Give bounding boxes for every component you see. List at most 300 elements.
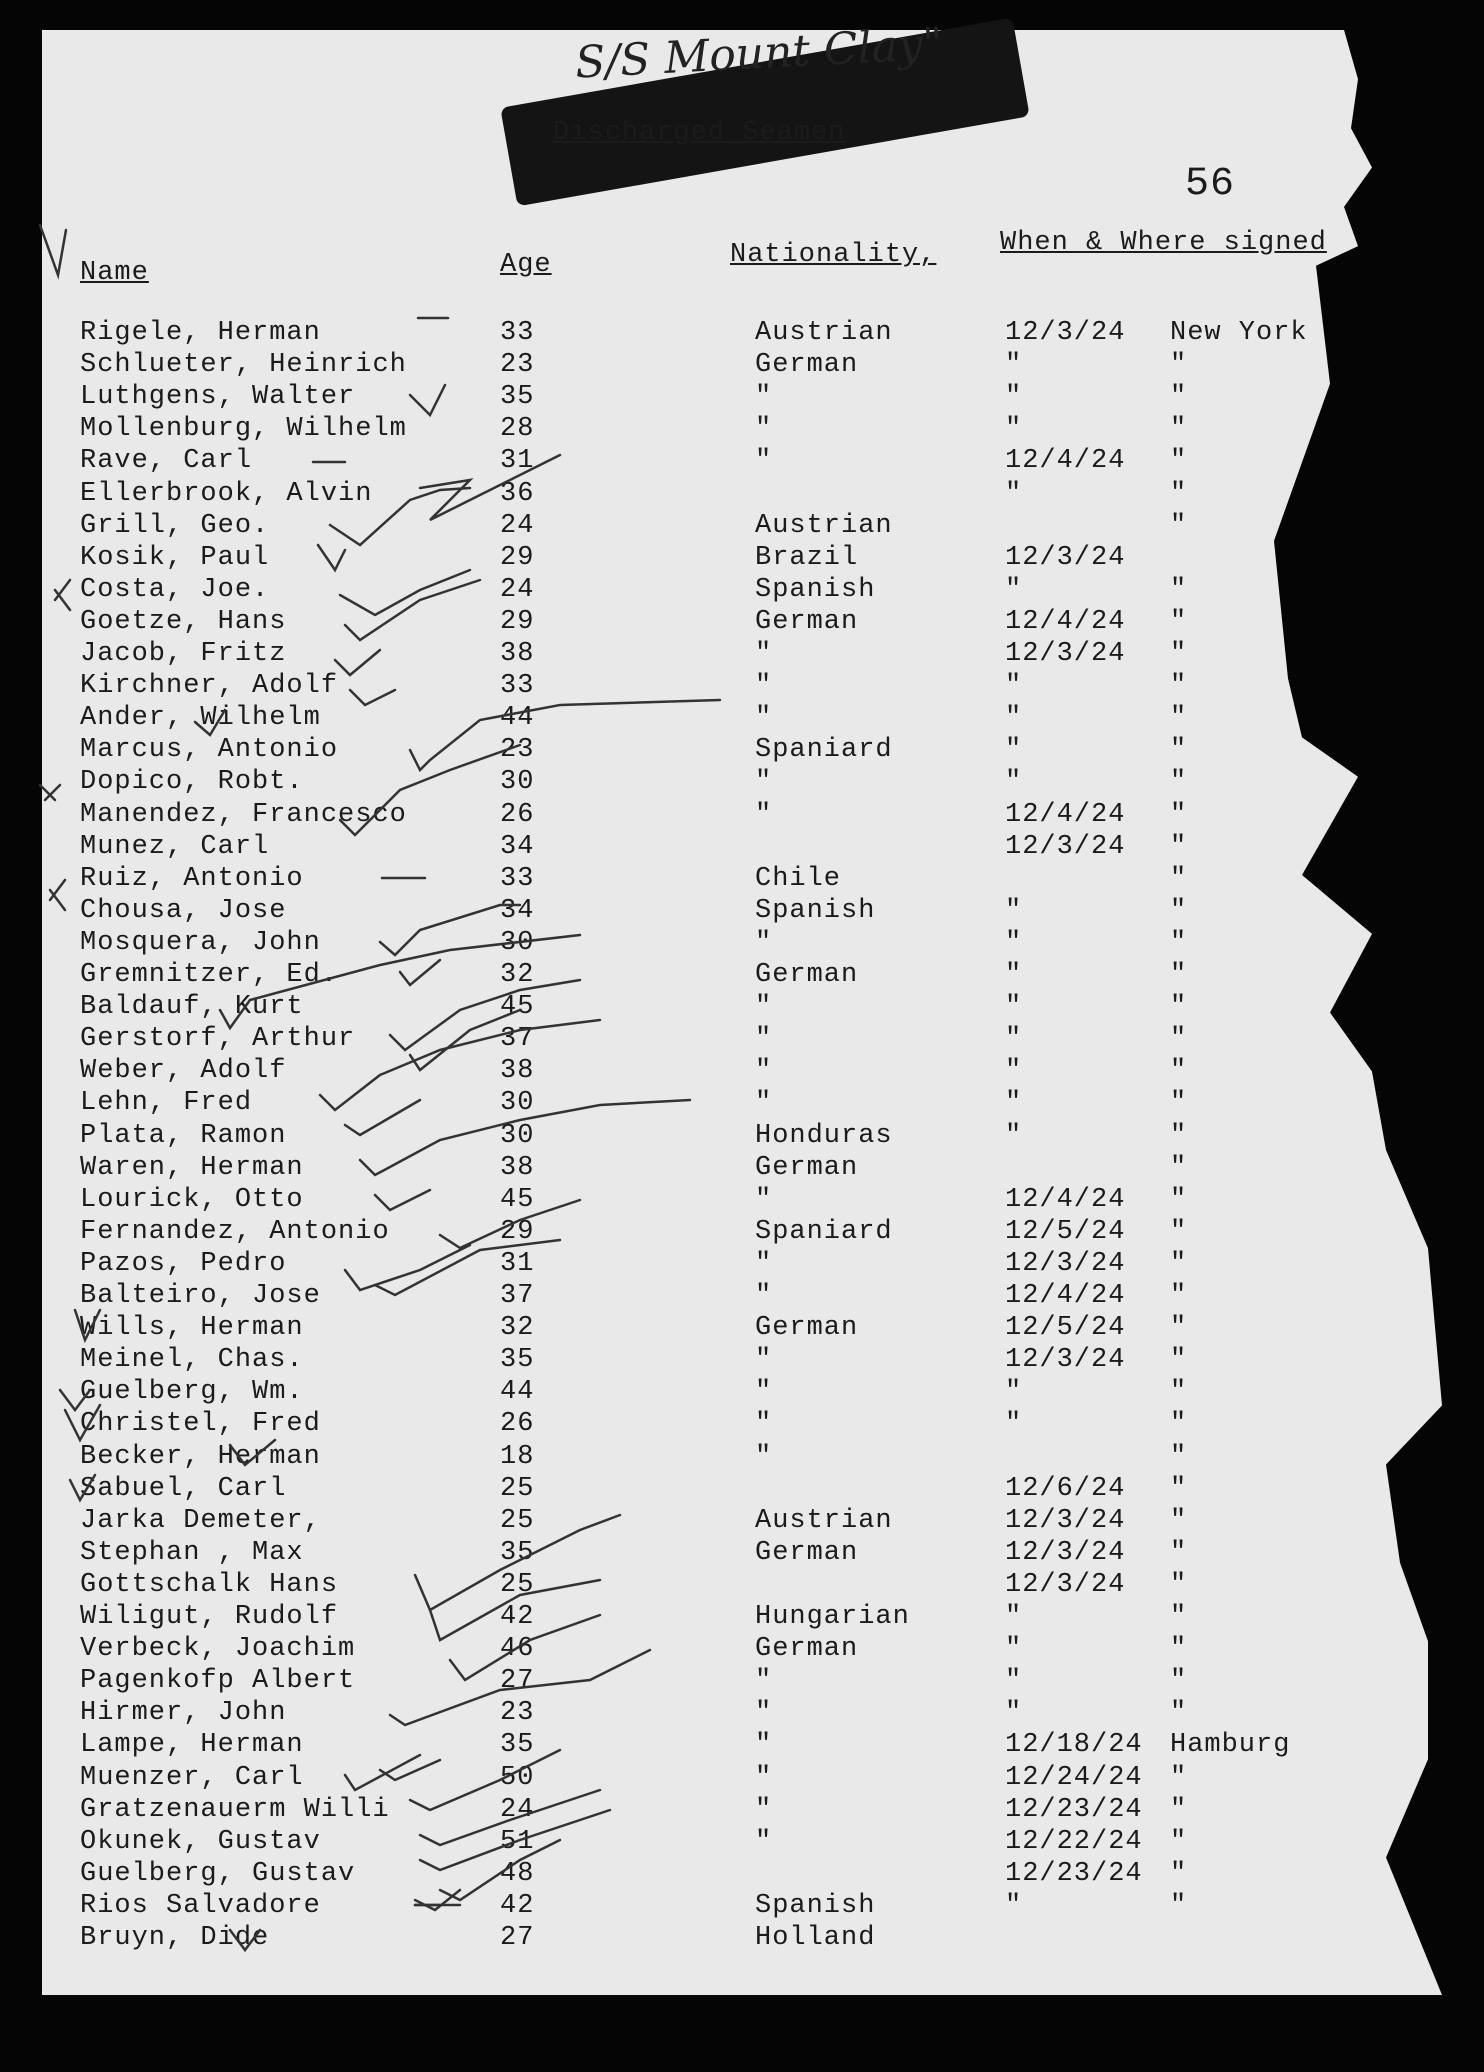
crew-signed-place: " — [1170, 1537, 1188, 1568]
crew-signed-date: " — [1005, 767, 1023, 798]
crew-nationality: " — [755, 799, 773, 830]
crew-age: 35 — [500, 1537, 535, 1568]
crew-signed-date: 12/3/24 — [1005, 318, 1126, 348]
crew-row — [0, 767, 1484, 799]
crew-nationality: " — [755, 767, 773, 798]
crew-name: Pazos, Pedro — [80, 1248, 287, 1279]
crew-signed-date: " — [1005, 1634, 1023, 1665]
crew-nationality: " — [755, 1441, 773, 1472]
crew-signed-place: " — [1170, 799, 1188, 830]
crew-name: Pagenkofp Albert — [80, 1666, 356, 1697]
crew-name: Mosquera, John — [80, 927, 321, 958]
crew-row — [0, 1442, 1484, 1474]
crew-signed-place: " — [1170, 1826, 1188, 1857]
crew-signed-place: " — [1170, 1890, 1188, 1921]
crew-signed-date: 12/3/24 — [1005, 639, 1126, 669]
crew-nationality: " — [755, 1345, 773, 1376]
crew-nationality: German — [755, 350, 859, 381]
crew-nationality: German — [755, 1313, 859, 1344]
crew-signed-place: " — [1170, 863, 1188, 894]
crew-nationality: " — [755, 1730, 773, 1761]
crew-name: Kosik, Paul — [80, 542, 270, 573]
crew-nationality: " — [755, 1377, 773, 1408]
crew-nationality: German — [755, 606, 859, 637]
crew-nationality: Hungarian — [755, 1602, 910, 1632]
crew-signed-date: 12/3/24 — [1005, 831, 1126, 862]
crew-row — [0, 671, 1484, 703]
crew-age: 34 — [500, 831, 535, 862]
crew-age: 48 — [500, 1858, 535, 1889]
crew-age: 26 — [500, 1409, 535, 1440]
crew-signed-date: 12/4/24 — [1005, 799, 1126, 830]
crew-nationality: " — [755, 1826, 773, 1857]
crew-age: 45 — [500, 1184, 535, 1215]
crew-signed-date: 12/4/24 — [1005, 446, 1126, 477]
crew-nationality: Spaniard — [755, 1216, 893, 1247]
crew-signed-date: 12/4/24 — [1005, 1281, 1126, 1311]
crew-signed-date: 12/23/24 — [1005, 1794, 1143, 1825]
crew-signed-date: " — [1005, 350, 1023, 381]
crew-nationality: " — [755, 1056, 773, 1087]
crew-nationality: Spaniard — [755, 735, 893, 766]
crew-signed-place: " — [1170, 927, 1188, 958]
crew-age: 33 — [500, 863, 535, 894]
crew-name: Balteiro, Jose — [80, 1281, 321, 1311]
crew-age: 30 — [500, 927, 535, 958]
crew-signed-date: 12/5/24 — [1005, 1216, 1126, 1247]
crew-age: 33 — [500, 671, 535, 702]
crew-age: 45 — [500, 992, 535, 1023]
crew-nationality: Spanish — [755, 1890, 876, 1921]
crew-signed-date: " — [1005, 1409, 1023, 1440]
crew-age: 26 — [500, 799, 535, 830]
crew-name: Lampe, Herman — [80, 1730, 304, 1761]
crew-signed-date: " — [1005, 960, 1023, 990]
crew-age: 25 — [500, 1505, 535, 1536]
crew-nationality: " — [755, 639, 773, 669]
crew-name: Dopico, Robt. — [80, 767, 304, 798]
crew-age: 42 — [500, 1602, 535, 1632]
crew-age: 25 — [500, 1473, 535, 1504]
crew-signed-date: 12/5/24 — [1005, 1313, 1126, 1344]
crew-signed-place: " — [1170, 414, 1188, 445]
crew-nationality: Holland — [755, 1923, 876, 1953]
crew-signed-place: " — [1170, 1441, 1188, 1472]
crew-name: Bruyn, Dide — [80, 1923, 270, 1953]
crew-row — [0, 1185, 1484, 1217]
crew-name: Wills, Herman — [80, 1313, 304, 1344]
crew-signed-date: 12/4/24 — [1005, 606, 1126, 637]
crew-signed-date: " — [1005, 1088, 1023, 1119]
crew-nationality: " — [755, 992, 773, 1023]
crew-signed-date: " — [1005, 1120, 1023, 1151]
crew-signed-place: " — [1170, 1634, 1188, 1665]
crew-nationality: German — [755, 1537, 859, 1568]
crew-row — [0, 575, 1484, 607]
crew-name: Goetze, Hans — [80, 606, 287, 637]
crew-row — [0, 1121, 1484, 1153]
crew-nationality: " — [755, 1409, 773, 1440]
crew-row — [0, 1827, 1484, 1859]
crew-signed-place: " — [1170, 446, 1188, 477]
crew-name: Manendez, Francesco — [80, 799, 407, 830]
crew-nationality: " — [755, 1281, 773, 1311]
crew-signed-date: " — [1005, 414, 1023, 445]
crew-name: Luthgens, Walter — [80, 382, 356, 413]
crew-name: Guelberg, Wm. — [80, 1377, 304, 1408]
crew-row — [0, 703, 1484, 735]
crew-row — [0, 1313, 1484, 1345]
crew-signed-place: " — [1170, 992, 1188, 1023]
crew-age: 25 — [500, 1569, 535, 1600]
crew-signed-place: " — [1170, 671, 1188, 702]
crew-name: Grill, Geo. — [80, 510, 270, 541]
crew-signed-date: 12/22/24 — [1005, 1826, 1143, 1857]
crew-nationality: " — [755, 703, 773, 734]
crew-nationality: German — [755, 960, 859, 990]
crew-age: 37 — [500, 1024, 535, 1055]
crew-signed-date: 12/3/24 — [1005, 1505, 1126, 1536]
crew-signed-date: 12/3/24 — [1005, 1569, 1126, 1600]
column-header-nationality: Nationality, — [730, 240, 937, 270]
crew-nationality: " — [755, 382, 773, 413]
crew-name: Fernandez, Antonio — [80, 1216, 390, 1247]
crew-name: Jacob, Fritz — [80, 639, 287, 669]
crew-name: Lourick, Otto — [80, 1184, 304, 1215]
crew-age: 30 — [500, 1088, 535, 1119]
crew-age: 38 — [500, 1056, 535, 1087]
crew-signed-place: " — [1170, 478, 1188, 509]
crew-row — [0, 1281, 1484, 1313]
crew-name: Rios Salvadore — [80, 1890, 321, 1921]
crew-age: 24 — [500, 1794, 535, 1825]
crew-row — [0, 1088, 1484, 1120]
crew-nationality: Austrian — [755, 318, 893, 348]
crew-age: 44 — [500, 1377, 535, 1408]
crew-signed-place: " — [1170, 831, 1188, 862]
crew-age: 24 — [500, 574, 535, 605]
crew-row — [0, 992, 1484, 1024]
crew-row — [0, 1634, 1484, 1666]
crew-nationality: German — [755, 1152, 859, 1183]
column-header-age: Age — [500, 250, 552, 280]
crew-signed-date: 12/4/24 — [1005, 1184, 1126, 1215]
crew-signed-date: " — [1005, 1024, 1023, 1055]
crew-signed-date: " — [1005, 671, 1023, 702]
crew-row — [0, 350, 1484, 382]
crew-signed-date: 12/6/24 — [1005, 1473, 1126, 1504]
crew-name: Gremnitzer, Ed. — [80, 960, 339, 990]
crew-name: Weber, Adolf — [80, 1056, 287, 1087]
crew-name: Gottschalk Hans — [80, 1569, 339, 1600]
crew-signed-date: " — [1005, 574, 1023, 605]
crew-name: Sabuel, Carl — [80, 1473, 287, 1504]
crew-nationality: " — [755, 1794, 773, 1825]
crew-signed-date: " — [1005, 992, 1023, 1023]
crew-row — [0, 1570, 1484, 1602]
crew-row — [0, 1666, 1484, 1698]
crew-signed-date: 12/3/24 — [1005, 542, 1126, 573]
crew-name: Ruiz, Antonio — [80, 863, 304, 894]
crew-row — [0, 511, 1484, 543]
crew-signed-place: " — [1170, 1602, 1188, 1632]
crew-signed-place: New York — [1170, 318, 1308, 348]
crew-signed-place: " — [1170, 510, 1188, 541]
crew-nationality: " — [755, 1248, 773, 1279]
crew-name: Gerstorf, Arthur — [80, 1024, 356, 1055]
ship-name-handwritten: S/S Mount Clay" — [573, 18, 945, 89]
crew-age: 32 — [500, 960, 535, 990]
crew-age: 50 — [500, 1762, 535, 1793]
crew-signed-place: " — [1170, 1473, 1188, 1504]
crew-age: 23 — [500, 350, 535, 381]
crew-row — [0, 607, 1484, 639]
crew-signed-date: " — [1005, 1698, 1023, 1729]
crew-row — [0, 928, 1484, 960]
crew-signed-place: " — [1170, 350, 1188, 381]
crew-signed-place: " — [1170, 1281, 1188, 1311]
crew-age: 27 — [500, 1923, 535, 1953]
crew-row — [0, 1923, 1484, 1955]
crew-name: Costa, Joe. — [80, 574, 270, 605]
crew-signed-place: " — [1170, 1152, 1188, 1183]
crew-name: Hirmer, John — [80, 1698, 287, 1729]
crew-nationality: Brazil — [755, 542, 859, 573]
crew-signed-place: " — [1170, 895, 1188, 926]
crew-signed-place: " — [1170, 1120, 1188, 1151]
crew-name: Ellerbrook, Alvin — [80, 478, 373, 509]
crew-name: Kirchner, Adolf — [80, 671, 339, 702]
crew-signed-date: 12/18/24 — [1005, 1730, 1143, 1761]
crew-row — [0, 1730, 1484, 1762]
crew-age: 29 — [500, 606, 535, 637]
crew-nationality: Austrian — [755, 1505, 893, 1536]
crew-row — [0, 832, 1484, 864]
crew-age: 18 — [500, 1441, 535, 1472]
crew-row — [0, 1249, 1484, 1281]
crew-signed-date: " — [1005, 1056, 1023, 1087]
crew-nationality: Spanish — [755, 574, 876, 605]
crew-nationality: Honduras — [755, 1120, 893, 1151]
crew-nationality: Austrian — [755, 510, 893, 541]
crew-signed-place: " — [1170, 1794, 1188, 1825]
crew-signed-place: " — [1170, 574, 1188, 605]
column-header-name: Name — [80, 258, 149, 288]
crew-nationality: " — [755, 414, 773, 445]
crew-age: 38 — [500, 639, 535, 669]
crew-age: 37 — [500, 1281, 535, 1311]
crew-row — [0, 1859, 1484, 1891]
crew-nationality: Chile — [755, 863, 842, 894]
crew-signed-date: 12/24/24 — [1005, 1762, 1143, 1793]
crew-age: 32 — [500, 1313, 535, 1344]
crew-name: Becker, Herman — [80, 1441, 321, 1472]
crew-age: 38 — [500, 1152, 535, 1183]
crew-name: Rave, Carl — [80, 446, 253, 477]
crew-age: 44 — [500, 703, 535, 734]
crew-signed-place: " — [1170, 1858, 1188, 1889]
crew-nationality: German — [755, 1634, 859, 1665]
crew-age: 28 — [500, 414, 535, 445]
crew-signed-place: " — [1170, 1216, 1188, 1247]
crew-age: 34 — [500, 895, 535, 926]
crew-name: Muenzer, Carl — [80, 1762, 304, 1793]
crew-row — [0, 1345, 1484, 1377]
crew-signed-date: " — [1005, 735, 1023, 766]
crew-signed-place: " — [1170, 1248, 1188, 1279]
crew-signed-date: " — [1005, 703, 1023, 734]
crew-signed-place: " — [1170, 1409, 1188, 1440]
crew-row — [0, 1891, 1484, 1923]
crew-age: 42 — [500, 1890, 535, 1921]
crew-name: Meinel, Chas. — [80, 1345, 304, 1376]
crew-name: Plata, Ramon — [80, 1120, 287, 1151]
crew-nationality: " — [755, 1666, 773, 1697]
crew-signed-place: " — [1170, 1762, 1188, 1793]
crew-signed-place: " — [1170, 382, 1188, 413]
crew-name: Verbeck, Joachim — [80, 1634, 356, 1665]
crew-age: 23 — [500, 735, 535, 766]
crew-name: Marcus, Antonio — [80, 735, 339, 766]
crew-row — [0, 479, 1484, 511]
crew-age: 31 — [500, 446, 535, 477]
crew-signed-place: " — [1170, 960, 1188, 990]
crew-name: Waren, Herman — [80, 1152, 304, 1183]
crew-name: Munez, Carl — [80, 831, 270, 862]
crew-name: Schlueter, Heinrich — [80, 350, 407, 381]
crew-row — [0, 960, 1484, 992]
crew-name: Ander, Wilhelm — [80, 703, 321, 734]
crew-age: 35 — [500, 382, 535, 413]
crew-row — [0, 1795, 1484, 1827]
crew-age: 24 — [500, 510, 535, 541]
crew-row — [0, 639, 1484, 671]
crew-signed-date: 12/3/24 — [1005, 1248, 1126, 1279]
column-header-when-where-signed: When & Where signed — [1000, 228, 1327, 258]
crew-signed-date: " — [1005, 1890, 1023, 1921]
crew-age: 51 — [500, 1826, 535, 1857]
crew-row — [0, 864, 1484, 896]
crew-name: Rigele, Herman — [80, 318, 321, 348]
crew-signed-place: " — [1170, 1345, 1188, 1376]
crew-nationality: " — [755, 671, 773, 702]
crew-name: Stephan , Max — [80, 1537, 304, 1568]
crew-signed-date: " — [1005, 382, 1023, 413]
crew-row — [0, 1474, 1484, 1506]
crew-nationality: " — [755, 1762, 773, 1793]
crew-age: 33 — [500, 318, 535, 348]
crew-age: 23 — [500, 1698, 535, 1729]
crew-signed-date: 12/23/24 — [1005, 1858, 1143, 1889]
crew-signed-place: " — [1170, 1505, 1188, 1536]
crew-signed-date: " — [1005, 927, 1023, 958]
crew-row — [0, 1153, 1484, 1185]
crew-nationality: " — [755, 446, 773, 477]
crew-name: Guelberg, Gustav — [80, 1858, 356, 1889]
crew-nationality: " — [755, 1088, 773, 1119]
crew-signed-place: Hamburg — [1170, 1730, 1291, 1761]
crew-row — [0, 446, 1484, 478]
crew-row — [0, 1056, 1484, 1088]
crew-signed-date: " — [1005, 478, 1023, 509]
crew-nationality: " — [755, 1024, 773, 1055]
crew-row — [0, 1698, 1484, 1730]
crew-row — [0, 1024, 1484, 1056]
crew-signed-place: " — [1170, 1184, 1188, 1215]
crew-row — [0, 543, 1484, 575]
crew-name: Chousa, Jose — [80, 895, 287, 926]
crew-row — [0, 1602, 1484, 1634]
crew-age: 36 — [500, 478, 535, 509]
crew-signed-place: " — [1170, 1698, 1188, 1729]
crew-age: 30 — [500, 1120, 535, 1151]
crew-name: Wiligut, Rudolf — [80, 1602, 339, 1632]
crew-signed-date: 12/3/24 — [1005, 1345, 1126, 1376]
crew-signed-date: " — [1005, 1602, 1023, 1632]
crew-signed-place: " — [1170, 735, 1188, 766]
crew-nationality: " — [755, 927, 773, 958]
crew-signed-place: " — [1170, 703, 1188, 734]
crew-signed-place: " — [1170, 767, 1188, 798]
crew-signed-place: " — [1170, 1569, 1188, 1600]
crew-row — [0, 414, 1484, 446]
crew-row — [0, 318, 1484, 350]
crew-name: Baldauf, Kurt — [80, 992, 304, 1023]
page-number: 56 — [1185, 162, 1236, 207]
crew-row — [0, 1217, 1484, 1249]
crew-signed-place: " — [1170, 1313, 1188, 1344]
crew-row — [0, 735, 1484, 767]
crew-row — [0, 1377, 1484, 1409]
crew-row — [0, 800, 1484, 832]
crew-row — [0, 1763, 1484, 1795]
crew-signed-place: " — [1170, 1024, 1188, 1055]
crew-signed-place: " — [1170, 1088, 1188, 1119]
crew-signed-place: " — [1170, 1666, 1188, 1697]
crew-row — [0, 382, 1484, 414]
crew-age: 29 — [500, 542, 535, 573]
crew-name: Okunek, Gustav — [80, 1826, 321, 1857]
crew-row — [0, 1538, 1484, 1570]
crew-signed-date: " — [1005, 895, 1023, 926]
crew-row — [0, 896, 1484, 928]
crew-age: 27 — [500, 1666, 535, 1697]
crew-signed-date: 12/3/24 — [1005, 1537, 1126, 1568]
crew-row — [0, 1506, 1484, 1538]
crew-name: Gratzenauerm Willi — [80, 1794, 390, 1825]
crew-age: 35 — [500, 1730, 535, 1761]
crew-name: Mollenburg, Wilhelm — [80, 414, 407, 445]
crew-age: 30 — [500, 767, 535, 798]
crew-signed-place: " — [1170, 1056, 1188, 1087]
crew-signed-date: " — [1005, 1666, 1023, 1697]
crew-name: Jarka Demeter, — [80, 1505, 321, 1536]
crew-age: 29 — [500, 1216, 535, 1247]
crew-nationality: Spanish — [755, 895, 876, 926]
crew-row — [0, 1409, 1484, 1441]
crew-signed-place: " — [1170, 1377, 1188, 1408]
crew-name: Christel, Fred — [80, 1409, 321, 1440]
crew-signed-place: " — [1170, 639, 1188, 669]
crew-nationality: " — [755, 1184, 773, 1215]
crew-nationality: " — [755, 1698, 773, 1729]
crew-signed-place: " — [1170, 606, 1188, 637]
crew-signed-date: " — [1005, 1377, 1023, 1408]
crew-age: 31 — [500, 1248, 535, 1279]
crew-age: 46 — [500, 1634, 535, 1665]
crew-name: Lehn, Fred — [80, 1088, 253, 1119]
document-subtitle: Discharged Seamen — [553, 118, 846, 148]
